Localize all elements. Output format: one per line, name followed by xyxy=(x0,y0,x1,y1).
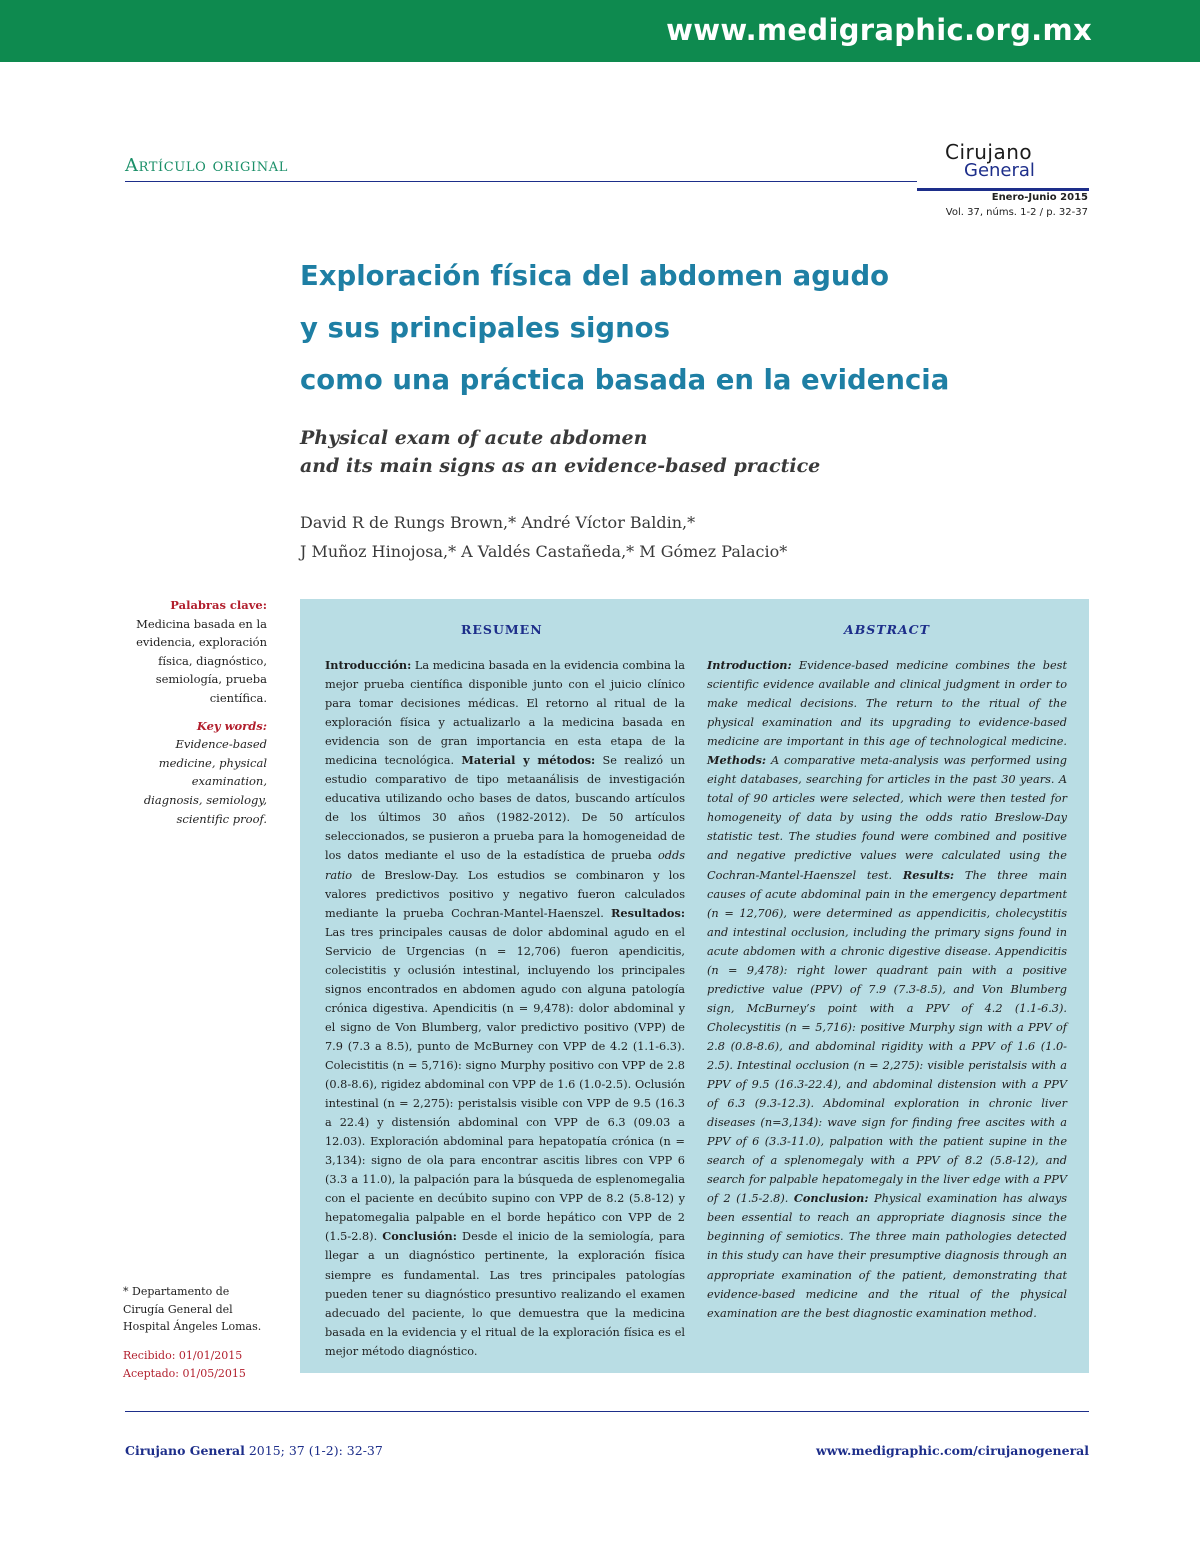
keyword-line: scientific proof. xyxy=(176,811,267,826)
issue-date: Enero-Junio 2015 xyxy=(991,192,1088,203)
abstract-results-label: Results: xyxy=(902,867,955,882)
article-title-es xyxy=(300,250,1100,406)
keyword-line: Evidence-based xyxy=(175,737,267,752)
article-dates xyxy=(123,1347,283,1382)
issue-volume: Vol. 37, núms. 1-2 / p. 32-37 xyxy=(945,207,1088,218)
keywords-en-label: Key words: xyxy=(196,718,267,733)
journal-logo xyxy=(917,140,1089,191)
abstract-conclusion-text: Physical examination has always been essential to reach an appropriate diagnosis since the beginning of semiotics. The three main pathologies detected in this study can have their presumptive diagnosis through an appropriate examination of the patient, demonstrating that evidence-based medicine and the ritual of the physical examination are the best diagnostic examination method. xyxy=(707,1192,1067,1320)
abstract-text xyxy=(707,656,1067,1323)
abstract-methods-text: A comparative meta-analysis was performed using eight databases, searching for articles in the past 30 years. A total of 90 articles were selected, which were then tested for homogeneity of data by using the odds ratio Breslow-Day statistic test. The studies found were combined and positive and negative predictive values were calculated using the Cochran-Mantel-Haenszel test. xyxy=(707,754,1067,882)
resumen-intro-label: Introducción: xyxy=(325,658,412,672)
abstract-intro-label: Introduction: xyxy=(707,658,792,672)
title-en-line: and its main signs as an evidence-based practice xyxy=(300,455,821,477)
resumen-results-text: Las tres principales causas de dolor abdominal agudo en el Servicio de Urgencias (n = 12,706) fueron apendicitis, colecistitis y oclusión intestinal, incluyendo los principales signos encontrados en abdomen agudo con alguna patología crónica digestiva. Apendicitis (n = 9,478): dolor abdominal y el signo de Von Blumberg, valor predictivo positivo (VPP) de 7.9 (7.3 a 8.5), punto de McBurney con VPP de 4.2 (1.1-6.3). Colecistitis (n = 5,716): signo Murphy positivo con VPP de 2.8 (0.8-8.6), rigidez abdominal con VPP de 1.6 (1.0-2.5). Oclusión intestinal (n = 2,275): peristalsis visible con VPP de 9.5 (16.3 a 22.4) y distensión abdominal con VPP de 6.3 (09.03 a 12.03). Exploración abdominal para hepatopatía crónica (n = 3,134): signo de ola para encontrar ascitis libres con VPP 6 (3.3 a 11.0), la palpación para la búsqueda de esplenomegalia con el paciente en decúbito supino con VPP de 8.2 (5.8-12) y hepatomegalia palpable en el borde hepático con VPP de 2 (1.5-2.8). xyxy=(325,925,685,1244)
resumen-methods-text: de Breslow-Day. Los estudios se combinaron y los valores predictivos positivo y negativo fueron calculados mediante la prueba Cochran-Mantel-Haenszel. xyxy=(325,868,685,920)
keyword-line: física, diagnóstico, xyxy=(158,653,267,668)
affiliation-line: * Departamento de xyxy=(123,1285,230,1298)
keyword-line: diagnosis, semiology, xyxy=(143,792,267,807)
resumen-odds-ratio: odds ratio xyxy=(325,849,685,882)
keyword-line: semiología, prueba xyxy=(155,672,267,687)
title-es-line: como una práctica basada en la evidencia xyxy=(300,364,950,396)
footer-journal: Cirujano General xyxy=(125,1443,245,1458)
journal-logo-line1: Cirujano xyxy=(945,140,1033,164)
accepted-date: Aceptado: 01/05/2015 xyxy=(123,1366,246,1380)
footer-rule xyxy=(125,1411,1089,1412)
keyword-line: medicine, physical xyxy=(158,755,267,770)
keywords-es-label: Palabras clave: xyxy=(170,598,267,612)
resumen-text xyxy=(325,656,685,1361)
resumen-methods-text: Se realizó un estudio comparativo de tipo metaanálisis de investigación educativa utilizando ocho bases de datos, buscando artículos de los últimos 30 años (1982-2012). De 50 artículos seleccionados, se pusieron a prueba para la homogeneidad de los datos mediante el uso de la estadística de prueba xyxy=(325,754,685,863)
footer-url[interactable]: www.medigraphic.com/cirujanogeneral xyxy=(816,1443,1089,1458)
abstract-intro-text: Evidence-based medicine combines the best scientific evidence available and clinical judgment in order to make medical decisions. The return to the ritual of the physical examination and its upgrading to evidence-based medicine are important in this age of technological medicine. xyxy=(707,659,1067,749)
affiliation-line: Cirugía General del xyxy=(123,1302,233,1316)
resumen-conclusion-text: Desde el inicio de la semiología, para llegar a un diagnóstico pertinente, la exploración física siempre es fundamental. Las tres principales patologías pueden tener su diagnóstico presuntivo realizando el examen adecuado del paciente, lo que demuestra que la medicina basada en la evidencia y el ritual de la exploración física es el mejor método diagnóstico. xyxy=(325,1230,685,1358)
abstract-methods-label: Methods: xyxy=(707,753,767,768)
received-date: Recibido: 01/01/2015 xyxy=(123,1349,243,1362)
keyword-line: examination, xyxy=(191,774,267,789)
author-list xyxy=(300,508,1100,566)
keyword-line: evidencia, exploración xyxy=(136,635,267,650)
authors-line: J Muñoz Hinojosa,* A Valdés Castañeda,* M Gómez Palacio* xyxy=(300,542,788,561)
title-en-line: Physical exam of acute abdomen xyxy=(300,427,648,449)
footer-citation-text: 2015; 37 (1-2): 32-37 xyxy=(244,1443,383,1458)
abstract-results-text: The three main causes of acute abdominal pain in the emergency department (n = 12,706), were determined as appendicitis, cholecystitis and intestinal occlusion, including the primary signs found in acute abdomen with a chronic digestive disease. Appendicitis (n = 9,478): right lower quadrant pain with a positive predictive value (PPV) of 7.9 (7.3-8.5), and Von Blumberg sign, McBurney’s point with a PPV of 4.2 (1.1-6.3). Cholecystitis (n = 5,716): positive Murphy sign with a PPV of 2.8 (0.8-8.6), and abdominal rigidity with a PPV of 1.6 (1.0-2.5). Intestinal occlusion (n = 2,275): visible peristalsis with a PPV of 9.5 (16.3-22.4), and abdominal distension with a PPV of 6.3 (9.3-12.3). Abdominal exploration in chronic liver diseases (n=3,134): wave sign for finding free ascites with a PPV of 6 (3.3-11.0), palpation with the patient supine in the search of a splenomegaly with a PPV of 8.2 (5.8-12), and search for palpable hepatomegaly in the liver edge with a PPV of 2 (1.5-2.8). xyxy=(707,868,1067,1206)
resumen-methods-label: Material y métodos: xyxy=(461,753,596,768)
affiliation-line: Hospital Ángeles Lomas. xyxy=(123,1320,262,1333)
top-banner xyxy=(0,0,1200,62)
footer-citation xyxy=(125,1443,383,1458)
resumen-heading: RESUMEN xyxy=(461,622,543,637)
journal-logo-line2: General xyxy=(964,160,1035,181)
resumen-intro-text: La medicina basada en la evidencia combina la mejor prueba científica disponible junto con el juicio clínico para tomar decisiones médicas. El retorno al ritual de la exploración física y actualizarlo a la medicina basada en evidencia son de gran importancia en esta etapa de la medicina tecnológica. xyxy=(325,659,685,768)
title-es-line: Exploración física del abdomen agudo xyxy=(300,260,890,292)
abstract-conclusion-label: Conclusion: xyxy=(793,1191,869,1206)
keyword-line: científica. xyxy=(209,690,267,705)
keyword-line: Medicina basada en la xyxy=(136,616,267,631)
resumen-conclusion-label: Conclusión: xyxy=(382,1229,457,1244)
authors-line: David R de Rungs Brown,* André Víctor Baldin,* xyxy=(300,513,696,532)
title-es-line: y sus principales signos xyxy=(300,312,670,344)
header-rule xyxy=(125,181,917,182)
resumen-results-label: Resultados: xyxy=(611,905,685,920)
keywords-sidebar xyxy=(110,596,267,828)
banner-url[interactable]: www.medigraphic.org.mx xyxy=(666,13,1092,47)
section-label: Artículo original xyxy=(125,155,288,176)
article-title-en xyxy=(300,424,1100,480)
affiliation xyxy=(123,1283,283,1336)
abstract-heading: ABSTRACT xyxy=(844,622,930,637)
